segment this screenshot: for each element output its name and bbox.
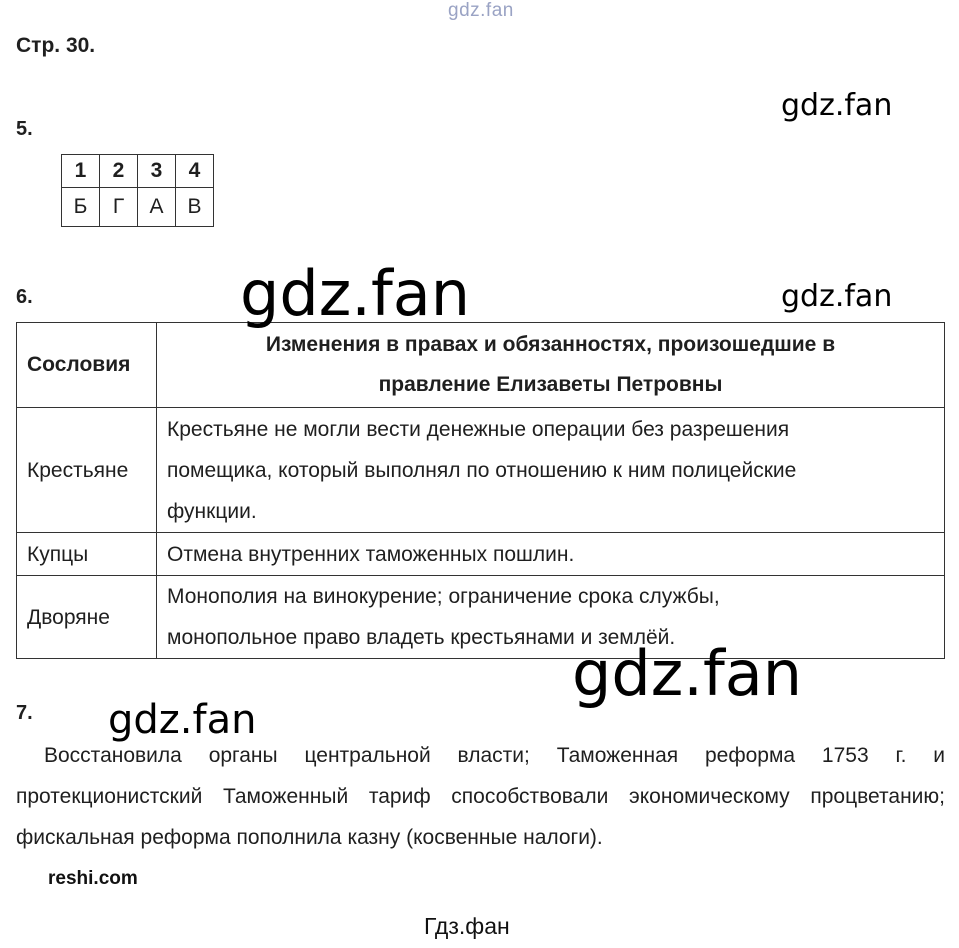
- watermark-q6-right: gdz.fan: [781, 279, 893, 314]
- watermark-bottom: Гдз.фан: [424, 913, 510, 939]
- table-row: [17, 576, 945, 659]
- table-row: [17, 408, 945, 533]
- q5-answer-row: [62, 188, 214, 227]
- q5-answer-table: [61, 154, 214, 227]
- q6-changes-line: помещика, который выполнял по отношению к ним полицейские: [167, 458, 797, 482]
- q6-changes-cell: [157, 576, 945, 659]
- q6-changes-line: Монополия на винокурение; ограничение срока службы,: [167, 585, 720, 608]
- q5-header-cell: 2: [100, 155, 138, 188]
- q5-header-cell: 4: [176, 155, 214, 188]
- q5-answer-cell: Г: [100, 188, 138, 227]
- question-7-number: 7.: [16, 702, 33, 724]
- q6-header-estate: Сословия: [17, 323, 157, 408]
- watermark-top: gdz.fan: [448, 0, 514, 21]
- q7-answer-body: Восстановила органы центральной власти; Таможенная реформа 1753 г. и протекционистский Таможенный тариф способствовали экономическому процветанию; фискальная реформа пополнила казну (косвенные налоги).: [16, 744, 945, 849]
- q6-header-changes-line2: правление Елизаветы Петровны: [378, 373, 723, 396]
- question-5-number: 5.: [16, 118, 33, 140]
- watermark-q7: gdz.fan: [108, 697, 257, 743]
- q6-changes-cell: [157, 408, 945, 533]
- q7-answer-text: [16, 735, 945, 858]
- q5-answer-cell: Б: [62, 188, 100, 227]
- q6-changes-cell: [157, 533, 945, 576]
- q5-header-cell: 3: [138, 155, 176, 188]
- q5-header-cell: 1: [62, 155, 100, 188]
- q6-changes-line: функции.: [167, 499, 257, 523]
- watermark-q5: gdz.fan: [781, 88, 893, 123]
- q6-estate-cell: Крестьяне: [17, 408, 157, 533]
- q5-answer-cell: А: [138, 188, 176, 227]
- q5-header-row: [62, 155, 214, 188]
- q6-changes-line: Крестьяне не могли вести денежные операции без разрешения: [167, 417, 790, 441]
- watermark-q6-large: gdz.fan: [240, 257, 471, 330]
- q5-answer-cell: В: [176, 188, 214, 227]
- page-label: Стр. 30.: [16, 34, 96, 57]
- q6-header-changes: [157, 323, 945, 408]
- q6-estate-cell: Купцы: [17, 533, 157, 576]
- q6-changes-line: монопольное право владеть крестьянами и землёй.: [167, 626, 676, 649]
- watermark-between: gdz.fan: [572, 637, 803, 710]
- q6-header-row: [17, 323, 945, 408]
- question-6-number: 6.: [16, 286, 33, 308]
- q6-estate-cell: Дворяне: [17, 576, 157, 659]
- q6-changes-line: Отмена внутренних таможенных пошлин.: [167, 542, 575, 566]
- q6-header-changes-line1: Изменения в правах и обязанностях, произошедшие в: [265, 333, 836, 356]
- q6-estates-table: [16, 322, 945, 659]
- cutoff-watermark: reshi.com: [48, 868, 138, 889]
- table-row: [17, 533, 945, 576]
